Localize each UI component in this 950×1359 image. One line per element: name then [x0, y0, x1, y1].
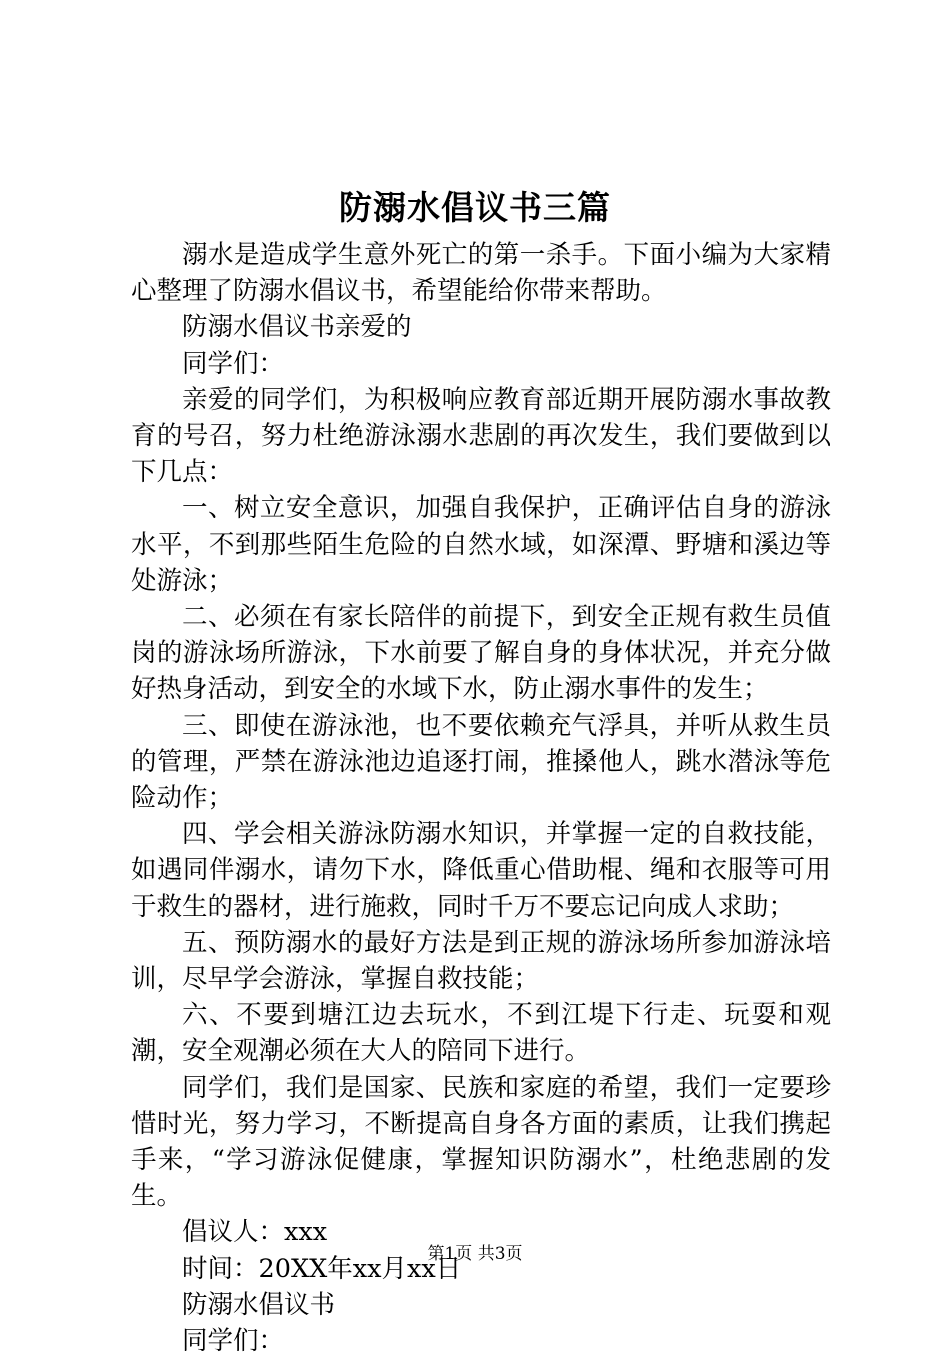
list-item-6: 六、不要到塘江边去玩水，不到江堤下行走、玩耍和观潮，安全观潮必须在大人的陪同下进行。: [131, 1000, 831, 1067]
signatory: 倡议人：xxx: [182, 1217, 328, 1248]
list-item-2: 二、必须在有家长陪伴的前提下，到安全正规有救生员值岗的游泳场所游泳，下水前要了解自身的身体状况，并充分做好热身活动，到安全的水域下水，防止溺水事件的发生；: [131, 602, 831, 705]
salutation: 同学们：: [182, 348, 285, 379]
document-body: [131, 237, 831, 1359]
list-item-3: 三、即使在游泳池，也不要依赖充气浮具，并听从救生员的管理，严禁在游泳池边追逐打闹，推搡他人，跳水潜泳等危险动作；: [131, 710, 831, 814]
closing-paragraph: 同学们，我们是国家、民族和家庭的希望，我们一定要珍惜时光，努力学习，不断提高自身各方面的素质，让我们携起手来，“学习游泳促健康，掌握知识防溺水”，杜绝悲剧的发生。: [131, 1072, 831, 1212]
list-item-1: 一、树立安全意识，加强自我保护，正确评估自身的游泳水平，不到那些陌生危险的自然水域，如深潭、野塘和溪边等处游泳；: [131, 493, 831, 596]
page-number: 第1页 共3页: [427, 1244, 523, 1264]
section-heading: 防溺水倡议书亲爱的: [182, 312, 412, 343]
body-paragraph: 亲爱的同学们，为积极响应教育部近期开展防溺水事故教育的号召，努力杜绝游泳溺水悲剧的再次发生，我们要做到以下几点：: [131, 384, 831, 488]
list-item-4: 四、学会相关游泳防溺水知识，并掌握一定的自救技能，如遇同伴溺水，请勿下水，降低重心借助棍、绳和衣服等可用于救生的器材，进行施救，同时千万不要忘记向成人求助；: [131, 819, 831, 922]
list-item-5: 五、预防溺水的最好方法是到正规的游泳场所参加游泳培训，尽早学会游泳，掌握自救技能；: [131, 927, 831, 995]
intro-paragraph: 溺水是造成学生意外死亡的第一杀手。下面小编为大家精心整理了防溺水倡议书，希望能给你带来帮助。: [131, 240, 831, 307]
date-line: 时间：20XX年xx月xx日: [182, 1253, 462, 1284]
second-heading: 防溺水倡议书: [182, 1289, 336, 1320]
second-salutation: 同学们：: [182, 1326, 285, 1357]
document-title: 防溺水倡议书三篇: [339, 188, 611, 227]
